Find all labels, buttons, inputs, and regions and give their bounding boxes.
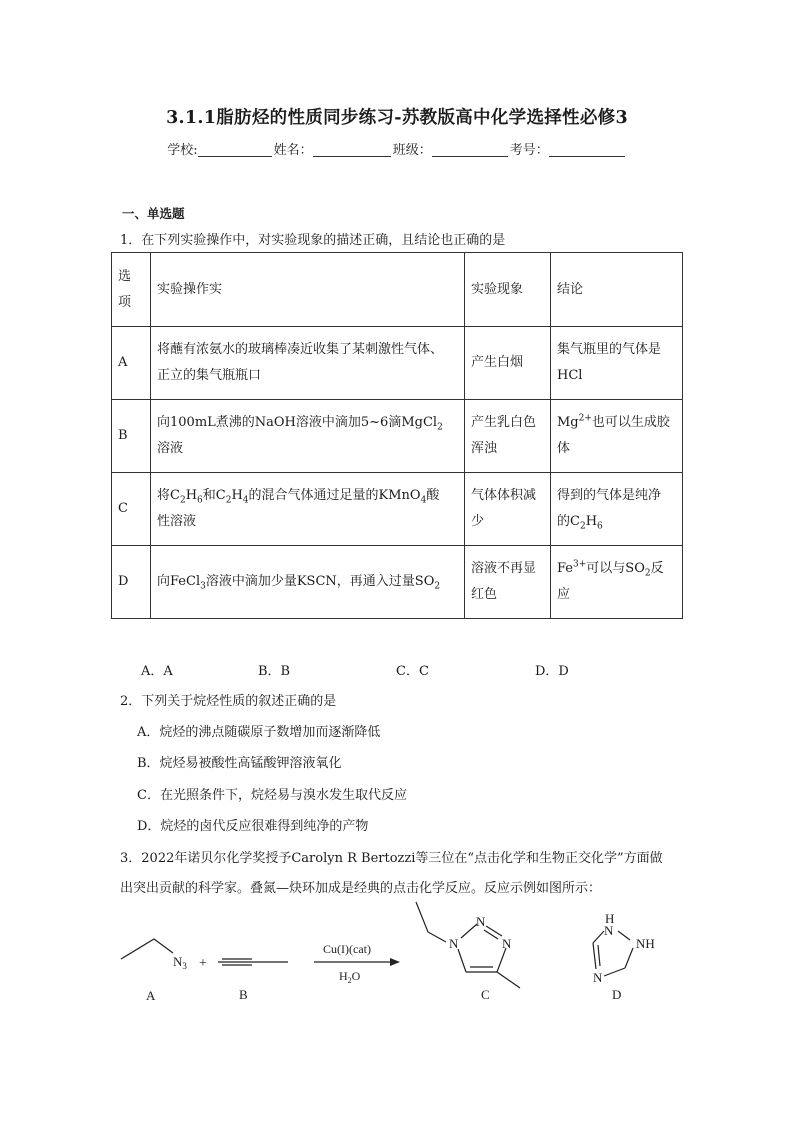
header-operation: 实验操作实 [151,253,465,327]
number-label: 考号： [509,143,549,158]
ring-bond [618,931,630,940]
class-field[interactable] [432,143,508,157]
water-label: $H_2O$ [339,969,361,985]
row-conclusion: $Mg^{2+}$也可以生成胶 体 [551,400,683,473]
triazoline-nh-group: NH [636,936,655,951]
row-conclusion: 集气瓶里的气体是 HCl [551,327,683,400]
q2-option-b[interactable]: B．烷烃易被酸性高锰酸钾溶液氧化 [137,756,342,771]
row-id: C [112,473,151,546]
catalyst-label: Cu(I)(cat) [323,942,371,956]
row-phenomenon: 溶液不再显 红色 [465,546,551,619]
class-label: 班级： [392,143,432,158]
compound-label-b: B [239,987,248,1002]
row-operation: 将蘸有浓氨水的玻璃棒凑近收集了某刺激性气体、 正立的集气瓶瓶口 [151,327,465,400]
table-row [112,327,683,400]
row-id: D [112,546,151,619]
ring-bond [458,949,466,972]
row-phenomenon: 产生乳白色 浑浊 [465,400,551,473]
row-phenomenon: 气体体积减 少 [465,473,551,546]
azide-n-atom: $N_3$ [173,954,187,971]
q1-option-d[interactable]: D．D [535,664,569,679]
azide-chain-bonds [121,939,173,959]
table-header-row [112,253,683,327]
school-field[interactable] [198,143,272,157]
header-option: 选 项 [112,253,151,327]
header-phenomenon: 实验现象 [465,253,551,327]
header-conclusion: 结论 [551,253,683,327]
name-label: 姓名： [273,143,313,158]
table-row [112,546,683,619]
q1-option-a[interactable]: A．A [141,664,173,679]
question-2-stem: 2．下列关于烷烃性质的叙述正确的是 [120,694,337,709]
row-operation: 向FeCl$_3$溶液中滴加少量KSCN，再通入过量$SO_2$ [151,546,465,619]
question-1-stem: 1．在下列实验操作中，对实验现象的描述正确，且结论也正确的是 [120,233,506,248]
ethyl-bonds [416,902,446,942]
ring-bond [593,931,604,943]
reaction-scheme [0,890,794,1010]
ring-bond [593,943,596,969]
row-operation: 向100mL煮沸的NaOH溶液中滴加5~6滴MgCl$_2$ 溶液 [151,400,465,473]
methyl-bond [497,972,520,988]
plus-sign: + [199,956,207,971]
q1-option-b[interactable]: B．B [258,664,291,679]
triazoline-h-atom: H [605,911,615,926]
ring-bond [461,924,477,938]
triazole-n3-atom: N [502,936,512,951]
question-3-line-1: 3．2022年诺贝尔化学奖授予Carolyn R Bertozzi等三位在“点击化学和生物正交化学”方面做 [120,851,663,866]
table-row [112,473,683,546]
row-id: A [112,327,151,400]
question-1-table [111,252,683,619]
section-heading: 一、单选题 [122,206,185,221]
ring-bond [604,968,625,976]
q1-option-c[interactable]: C．C [396,664,429,679]
q2-option-a[interactable]: A．烷烃的沸点随碳原子数增加而逐渐降低 [137,725,381,740]
school-label: 学校: [167,143,198,158]
row-id: B [112,400,151,473]
triazole-n2-atom: N [476,914,486,929]
triazoline-n-atom: N [604,923,614,938]
q2-option-c[interactable]: C．在光照条件下，烷烃易与溴水发生取代反应 [137,788,407,803]
student-info-line [0,139,794,158]
row-operation: 将$C_2H_6$和$C_2H_4$的混合气体通过足量的KMnO$_4$酸 性溶液 [151,473,465,546]
compound-label-a: A [146,988,156,1003]
ring-bond [484,930,498,939]
compound-label-d: D [612,987,622,1002]
question-3-line-2: 出突出贡献的科学家。叠氮—炔环加成是经典的点击化学反应。反应示例如图所示： [120,881,602,896]
row-phenomenon: 产生白烟 [465,327,551,400]
page-title: 3.1.1脂肪烃的性质同步练习-苏教版高中化学选择性必修3 [166,108,628,128]
table-row [112,400,683,473]
arrow-head [390,958,400,966]
triazole-n1-atom: N [449,936,459,951]
number-field[interactable] [549,143,625,157]
row-conclusion: $Fe^{3+}$可以与$SO_2$反 应 [551,546,683,619]
ring-bond [625,948,633,968]
compound-label-c: C [481,987,490,1002]
ring-bond [598,945,600,966]
q2-option-d[interactable]: D．烷烃的卤代反应很难得到纯净的产物 [137,819,369,834]
triazoline-n-atom: N [593,970,603,985]
row-conclusion: 得到的气体是纯净 的$C_2H_6$ [551,473,683,546]
ring-bond [497,948,506,972]
ring-bond [486,926,502,936]
name-field[interactable] [313,143,391,157]
